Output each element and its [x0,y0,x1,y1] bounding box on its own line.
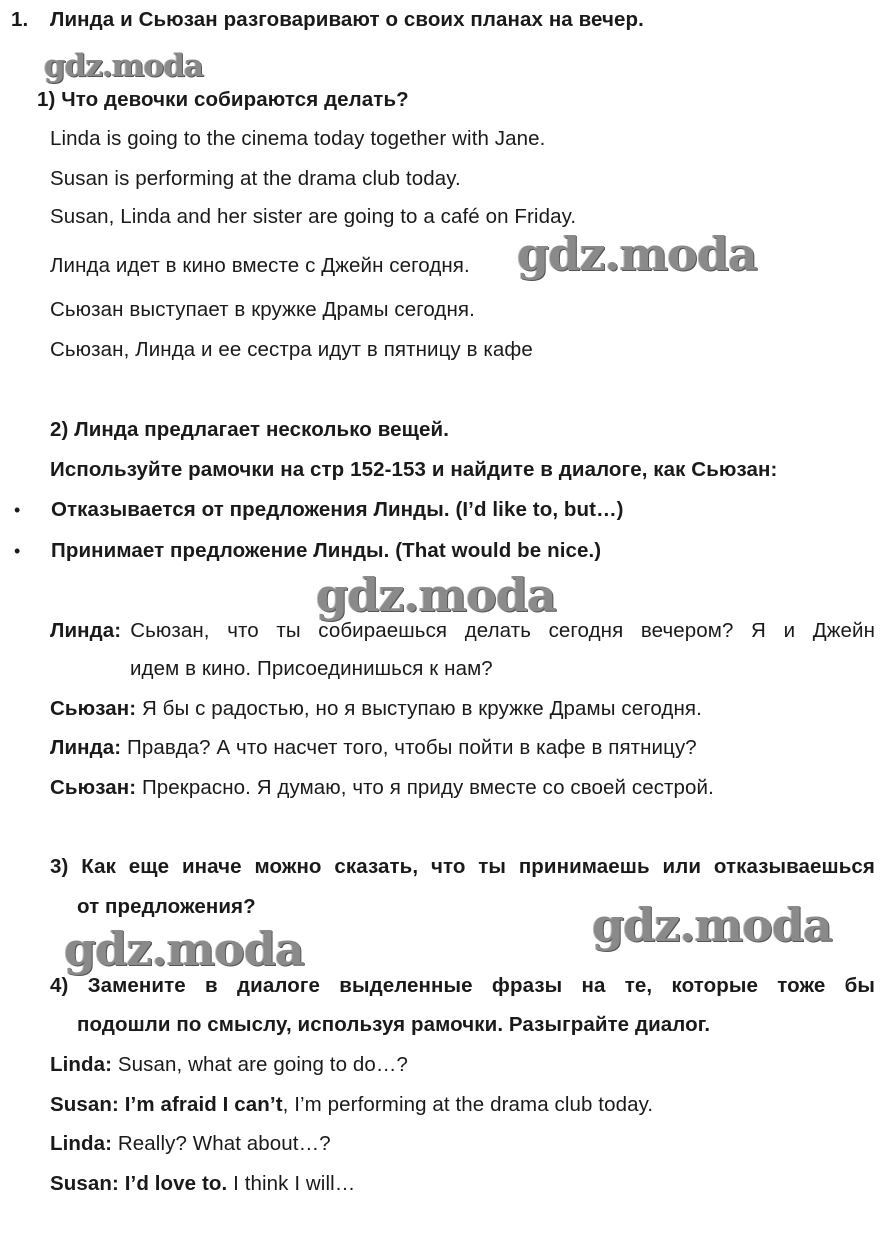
watermark-3: gdz.moda [316,568,556,622]
q4-dialogue-1 [50,1053,408,1077]
task-number: 1. [11,8,29,31]
utterance: Прекрасно. Я думаю, что я приду вместе со своей сестрой. [141,776,714,799]
speaker: Сьюзан: [50,776,137,799]
q1-title: 1) Что девочки собираются делать? [37,88,409,111]
watermark-5: gdz.moda [64,922,304,976]
q2-dialogue-2 [50,697,702,721]
q4-line-2: подошли по смыслу, используя рамочки. Разыграйте диалог. [77,1013,711,1036]
highlighted-phrase: I’m afraid I can’t [118,1093,283,1116]
q4-dialogue-3 [50,1132,331,1156]
q1-line-6: Сьюзан, Линда и ее сестра идут в пятницу в кафе [50,338,533,361]
utterance: I think I will… [227,1172,356,1195]
q2-dialogue-1 [50,619,875,643]
q2-instruction: Используйте рамочки на стр 152-153 и найдите в диалоге, как Сьюзан: [50,458,778,481]
q2-dialogue-4 [50,776,714,800]
q2-dialogue-1-cont: идем в кино. Присоединишься к нам? [130,657,493,680]
utterance: Правда? А что насчет того, чтобы пойти в кафе в пятницу? [127,736,697,759]
utterance: Сьюзан, что ты собираешься делать сегодня вечером? Я и Джейн [130,619,875,642]
utterance: Я бы с радостью, но я выступаю в кружке Драмы сегодня. [141,697,702,720]
speaker: Susan: [50,1093,119,1116]
q1-line-5: Сьюзан выступает в кружке Драмы сегодня. [50,298,475,321]
q1-line-4: Линда идет в кино вместе с Джейн сегодня. [50,254,470,277]
utterance: , I’m performing at the drama club today. [282,1093,654,1116]
watermark-4: gdz.moda [592,898,832,952]
q2-title: 2) Линда предлагает несколько вещей. [50,418,450,441]
q3-line-1: 3) Как еще иначе можно сказать, что ты принимаешь или отказываешься [50,855,875,878]
highlighted-phrase: I’d love to. [118,1172,228,1195]
speaker: Susan: [50,1172,119,1195]
speaker: Сьюзан: [50,697,137,720]
bullet-1: • [14,500,21,520]
q2-dialogue-3 [50,736,697,760]
q4-line-1: 4) Замените в диалоге выделенные фразы на те, которые тоже бы [50,974,875,997]
q4-dialogue-4 [50,1172,355,1196]
q2-bullet-1: Отказывается от предложения Линды. (I’d like to, but…) [51,498,624,521]
q1-line-2: Susan is performing at the drama club today. [50,167,461,190]
speaker: Linda: [50,1132,113,1155]
q4-dialogue-2 [50,1093,653,1117]
watermark-1: gdz.moda [44,48,203,84]
q2-bullet-2: Принимает предложение Линды. (That would be nice.) [51,539,602,562]
bullet-2: • [14,541,21,561]
q1-line-1: Linda is going to the cinema today together with Jane. [50,127,546,150]
utterance: Susan, what are going to do…? [112,1053,408,1076]
watermark-2: gdz.moda [517,227,757,281]
speaker: Linda: [50,1053,113,1076]
utterance: Really? What about…? [112,1132,331,1155]
task-title: Линда и Сьюзан разговаривают о своих планах на вечер. [50,8,644,31]
q3-line-2: от предложения? [77,895,256,918]
speaker: Линда: [50,619,122,642]
speaker: Линда: [50,736,122,759]
q1-line-3: Susan, Linda and her sister are going to a café on Friday. [50,205,577,228]
